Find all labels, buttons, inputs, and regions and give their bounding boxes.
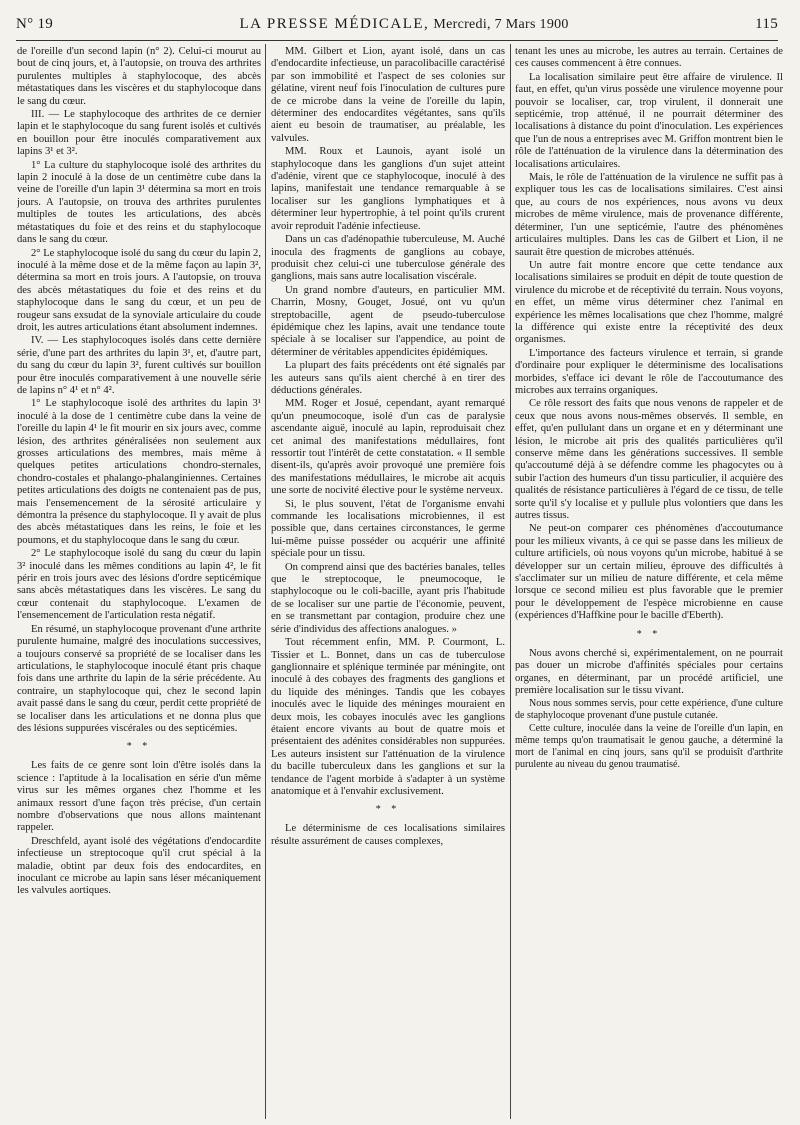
- paragraph: MM. Gilbert et Lion, ayant isolé, dans un cas d'endocardite infectieuse, un paracolibacille caractérisé par son immobilité et l'aspect de ses colonies sur gélatine, virent neuf fois l'inoculation de cultures pure de ce microbe dans la veine de l'oreille du lapin, déterminer des endocardites végétantes, sans qu'ils aient eu besoin de traumatiser, au préalable, les valvules.: [271, 46, 505, 144]
- paragraph: La plupart des faits précédents ont été signalés par les auteurs sans qu'ils aient cherché à en tirer des déductions générales.: [271, 360, 505, 396]
- paragraph: Mais, le rôle de l'atténuation de la virulence ne suffit pas à expliquer tous les cas de localisations similaires. C'est ainsi que, au cours de nos expériences, nous avons vu deux microbes de même virulence, mais de provenance différente, déterminer, l'un une septicémie, l'autre des phénomènes articulaires multiples. Dans les cas de Gilbert et Lion, il ne saurait être question de microbes atténués.: [515, 172, 783, 258]
- paragraph: Ce rôle ressort des faits que nous venons de rappeler et de ceux que nous avons nous-mêmes observés. Il semble, en effet, qu'en pullulant dans un organe et en y déterminant une lésion, le microbe ait pris des qualités particulières qu'il conserve même dans les générations successives. Il semble qu'accoutumé déjà à se défendre comme les phagocytes ou à subir l'action des humeurs d'un tissu particulier, il acquière des qualités de résistance particulières à l'égard de ce tissu, de telle sorte qu'il s'y localise et y pullule plus volontiers que dans les autres tissus.: [515, 398, 783, 522]
- section-separator: * *: [375, 804, 401, 816]
- masthead: [240, 16, 569, 33]
- paragraph: MM. Roux et Launois, ayant isolé un staphylocoque dans les ganglions d'un sujet atteint d'adénie, virent que ce staphylocoque, inoculé à des lapins, manifestait une tendance remarquable à se localiser sur les ganglions lymphatiques et à déterminer leur hypertrophie, à tel point qu'ils crurent avoir reproduit l'adénie infectieuse.: [271, 146, 505, 232]
- paragraph: de l'oreille d'un second lapin (n° 2). Celui-ci mourut au bout de cinq jours, et, à l'autopsie, on trouva des arthrites purulentes multiples à staphylocoque, des abcès métastatiques dans les viscères et du staphylocoque dans le sang du cœur.: [17, 46, 261, 107]
- paragraph: Dreschfeld, ayant isolé des végétations d'endocardite infectieuse un streptocoque qu'il crut spécial à la maladie, obtint par deux fois des endocardites, en inoculant ce microbe au lapin sans léser mécaniquement les valvules aortiques.: [17, 835, 261, 897]
- journal-title: LA PRESSE MÉDICALE,: [239, 16, 430, 32]
- paragraph: Un grand nombre d'auteurs, en particulier MM. Charrin, Mosny, Gouget, Josué, ont vu qu'un streptobacille, agent de pseudo-tuberculose épidémique chez les lapins, avait une tendance toute spéciale à se localiser sur l'appendice, au point de déterminer de véritables appendicites épidémiques.: [271, 284, 505, 358]
- section-separator: * *: [636, 628, 662, 640]
- page-header: [16, 16, 778, 38]
- column-2: [271, 46, 505, 1119]
- issue-number: N° 19: [16, 16, 54, 32]
- paragraph: La localisation similaire peut être affaire de virulence. Il faut, en effet, qu'un virus possède une virulence moyenne pour pouvoir se localiser, car, trop virulent, il donnerait une septicémie, trop atténué, il ne pourrait déterminer des localisations à distance du point d'inoculation. Les expériences que l'un de nous a entreprises avec M. Griffon montrent bien le rôle de l'atténuation de la virulence dans la détermination des localisations articulaires.: [515, 71, 783, 170]
- paragraph: Ne peut-on comparer ces phénomènes d'accoutumance pour les milieux vivants, à ce qui se passe dans les milieux de culture artificiels, où nous voyons qu'un microbe, habitué à se développer sur un certain milieu, éprouve des difficultés à s'acclimater sur un milieu de nature différente, et cela même lorsque ce second milieu est plus favorable que le premier pour le développement de l'espèce microbienne en cause (expériences d'Haffkine pour le bacille d'Eberth).: [515, 523, 783, 622]
- paragraph: Dans un cas d'adénopathie tuberculeuse, M. Auché inocula des fragments de ganglions au cobaye, produisit chez celui-ci une tuberculose générale des ganglions, mais sans autre localisation viscérale.: [271, 234, 505, 283]
- paragraph: III. — Le staphylocoque des arthrites de ce dernier lapin et le staphylocoque du sang furent isolés et cultivés en bouillon pour être inoculés comparativement aux lapins 3¹ et 3².: [17, 109, 261, 158]
- paragraph: Si, le plus souvent, l'état de l'organisme envahi commande les localisations microbiennes, il est possible que, dans certaines circonstances, le germe lui-même puisse posséder ou acquérir une affinité spéciale pour un tissu.: [271, 498, 505, 560]
- paragraph: On comprend ainsi que des bactéries banales, telles que le streptocoque, le pneumocoque, le staphylocoque ou le coli-bacille, ayant pris l'habitude de se localiser sur une partie de l'économie, peuvent, en se transmettant par contagion, produire chez une série d'individus des affections analogues. »: [271, 561, 505, 635]
- paragraph: Cette culture, inoculée dans la veine de l'oreille d'un lapin, en même temps qu'on traumatisait le genou gauche, a déterminé la mort de l'animal en cinq jours, sans qu'il se produisît d'arthrite purulente au niveau du genou traumatisé.: [515, 723, 783, 771]
- paragraph: Tout récemment enfin, MM. P. Courmont, L. Tissier et L. Bonnet, dans un cas de tuberculose ganglionnaire et splénique terminée par méningite, ont inoculé à des cobayes des fragments des ganglions et du liquide des méninges. Tandis que les cobayes inoculés avec le liquide des méninges mouraient en deux mois, les cobayes inoculés avec les ganglions étaient encore vivants au bout de quatre mois et présentaient des adénites considérables non suppurées. Les auteurs insistent sur l'atténuation de la virulence du bacille tuberculeux dans les ganglions et sur la tendance de l'agent morbide à s'adapter à un système anatomique et à l'envahir exclusivement.: [271, 637, 505, 797]
- page-number: 115: [755, 16, 778, 32]
- paragraph: Les faits de ce genre sont loin d'être isolés dans la science : l'aptitude à la localisation en série d'un même virus sur les mêmes organes chez l'homme et les animaux ressort d'une façon très précise, d'un certain nombre d'observations que nous allons maintenant rappeler.: [17, 760, 261, 834]
- column-1: [17, 46, 261, 1119]
- header-rule: [16, 40, 778, 41]
- column-divider-1: [265, 44, 266, 1119]
- paragraph: 1° La culture du staphylocoque isolé des arthrites du lapin 2 inoculé à la dose de un centimètre cube dans la veine de l'oreille d'un lapin 3¹ détermina sa mort en trois jours. A l'autopsie, on trouva des arthrites purulentes multiples de toutes les articulations, des abcès métastatiques du foie et des reins et du staphylocoque dans le sang du cœur.: [17, 159, 261, 246]
- column-3: [515, 46, 783, 1119]
- paragraph: Nous avons cherché si, expérimentalement, on ne pourrait pas douer un microbe d'affinités spéciales pour certains organes, en déterminant, par un procédé artificiel, une première localisation sur le tissu vivant.: [515, 647, 783, 696]
- paragraph: IV. — Les staphylocoques isolés dans cette dernière série, d'une part des arthrites du lapin 3¹, et, d'autre part, du sang du cœur du lapin 3², furent cultivés sur bouillon pour être inoculés comparativement à une nouvelle série de lapins n° 4¹ et n° 4².: [17, 335, 261, 396]
- paragraph: Un autre fait montre encore que cette tendance aux localisations similaires se produit en dépit de toute question de virulence du microbe et de réceptivité du terrain. Nous voyons, en effet, un même virus déterminer chez l'animal en expérience les mêmes localisations que chez l'homme, malgré la différence qui existe entre la réceptivité des deux organismes.: [515, 259, 783, 346]
- paragraph: tenant les unes au microbe, les autres au terrain. Certaines de ces causes commencent à être connues.: [515, 46, 783, 70]
- paragraph: Le déterminisme de ces localisations similaires résulte assurément de causes complexes,: [271, 823, 505, 847]
- paragraph: MM. Roger et Josué, cependant, ayant remarqué qu'un pneumocoque, isolé d'un cas de paralysie ascendante aiguë, inoculé au lapin, reproduisait chez cet animal des manifestations médullaires, font ressortir tout l'intérêt de cette constatation. « Il semble disent-ils, qu'après avoir provoqué une première fois des manifestations médullaires, le microbe ait acquis une sorte de nocivité élective pour le système nerveux.: [271, 398, 505, 497]
- paragraph: Nous nous sommes servis, pour cette expérience, d'une culture de staphylocoque provenant d'une pustule cutanée.: [515, 698, 783, 722]
- section-separator: * *: [126, 741, 152, 753]
- paragraph: 2° Le staphylocoque isolé du sang du cœur du lapin 3² inoculé dans les mêmes conditions au lapin 4², le fit périr en trois jours avec des lésions d'ordre septicémique sans abcès métastatiques dans les viscères. Le sang du cœur contenait du staphylocoque. L'examen de l'ensemencement de l'articulation resta négatif.: [17, 548, 261, 622]
- paragraph: En résumé, un staphylocoque provenant d'une arthrite purulente humaine, malgré des inoculations successives, a toujours conservé sa propriété de se localiser dans les articulations, le staphylocoque inoculé étant pris chaque fois dans une arthrite du lapin de la série précédente. Au contraire, un staphylocoque qui, chez le second lapin avait passé dans le sang du cœur, perdit cette propriété de se localiser dans les articulations et ne donna plus que des lésions suppurées viscérales ou des septicémies.: [17, 623, 261, 734]
- paragraph: L'importance des facteurs virulence et terrain, si grande d'ordinaire pour expliquer le déterminisme des localisations morbides, s'efface ici devant le rôle de l'accoutumance des microbes aux terrains organiques.: [515, 347, 783, 396]
- paragraph: 2° Le staphylocoque isolé du sang du cœur du lapin 2, inoculé à la même dose et de la même façon au lapin 3², détermina sa mort en trois jours. A l'autopsie, on trouva des abcès métastatiques du foie et des reins et du staphylocoque dans le sang du cœur, et un peu de rougeur sans exsudat de la synoviale articulaire du coude droit, les autres articulations étant absolument indemnes.: [17, 247, 261, 333]
- paragraph: 1° Le staphylocoque isolé des arthrites du lapin 3¹ inoculé à la dose de 1 centimètre cube dans la veine de l'oreille du lapin 4¹ le fit mourir en six jours avec, comme lésion, des arthrites généralisées non seulement aux grosses articulations des membres, mais même à quelques petites articulations chondro-sternales, chondro-costales et phalango-phalanginiennes. Certaines petites articulations des doigts ne contenaient pas de pus, mais l'ensemencement de la sérosité articulaire y démontra la présence du staphylocoque. Il y avait de plus des abcès métastatiques dans les reins, le foie et les poumons, et du staphylocoque dans le sang du cœur.: [17, 398, 261, 546]
- issue-date: Mercredi, 7 Mars 1900: [433, 17, 569, 32]
- column-divider-2: [510, 44, 511, 1119]
